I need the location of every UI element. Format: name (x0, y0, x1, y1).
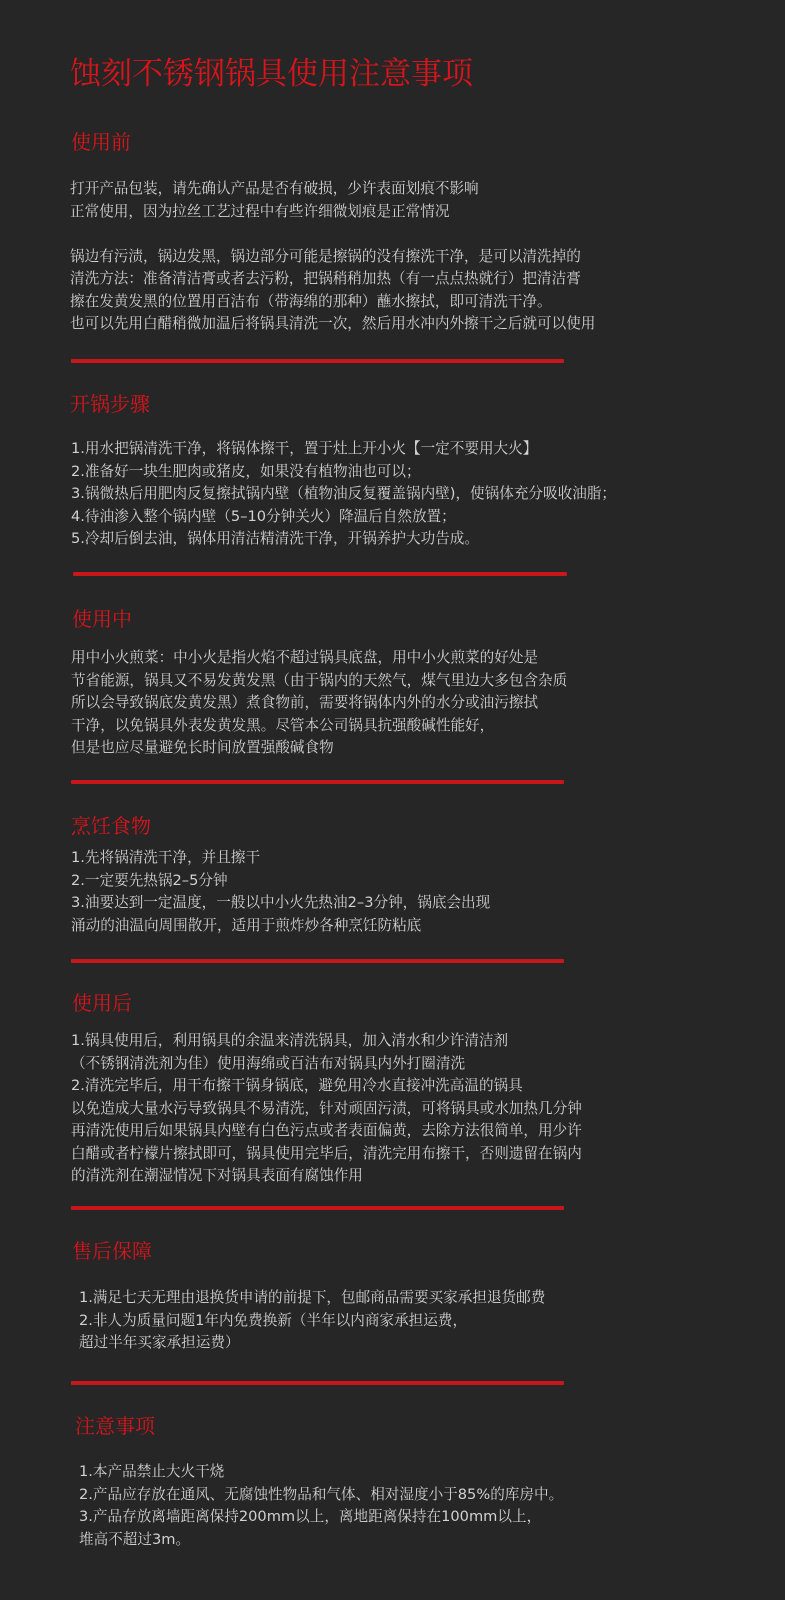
text-line: 1.满足七天无理由退换货申请的前提下，包邮商品需要买家承担退货邮费 (79, 1289, 546, 1306)
text-line: 打开产品包装，请先确认产品是否有破损，少许表面划痕不影响 (70, 180, 479, 197)
text-line: （不锈钢清洗剂为佳）使用海绵或百洁布对锅具内外打圈清洗 (71, 1054, 466, 1072)
section-divider (71, 1381, 564, 1385)
text-line: 的清洗剂在潮湿情况下对锅具表面有腐蚀作用 (71, 1167, 363, 1184)
section-title-seasoning-steps: 开锅步骤 (70, 392, 150, 416)
section-title-precautions: 注意事项 (75, 1414, 155, 1438)
text-line: 超过半年买家承担运费） (79, 1334, 240, 1351)
text-line: 堆高不超过3m。 (79, 1530, 191, 1548)
section-divider (71, 780, 564, 784)
text-line: 1.锅具使用后，利用锅具的余温来清洗锅具，加入清水和少许清洁剂 (71, 1032, 509, 1049)
section-body-seasoning-steps (71, 438, 616, 551)
text-line: 5.冷却后倒去油，锅体用清洁精清洗干净，开锅养护大功告成。 (71, 530, 479, 547)
text-line: 但是也应尽量避免长时间放置强酸碱食物 (71, 739, 334, 756)
text-line: 干净，以免锅具外表发黄发黑。尽管本公司锅具抗强酸碱性能好， (71, 716, 495, 734)
section-body-during-use (71, 647, 567, 760)
text-line: 白醋或者柠檬片擦拭即可，锅具使用完毕后，清洗完用布擦干，否则遗留在锅内 (71, 1144, 582, 1162)
section-title-before-use: 使用前 (71, 130, 131, 154)
text-line: 擦在发黄发黑的位置用百洁布（带海绵的那种）蘸水擦拭，即可清洗干净。 (70, 292, 552, 310)
text-line: 节省能源，锅具又不易发黄发黑（由于锅内的天然气，煤气里边大多包含杂质 (71, 671, 568, 689)
text-line: 也可以先用白醋稍微加温后将锅具清洗一次，然后用水冲内外擦干之后就可以使用 (70, 315, 596, 332)
section-title-cooking-food: 烹饪食物 (71, 814, 151, 838)
text-line: 锅边有污渍，锅边发黑，锅边部分可能是擦锅的没有擦洗干净，是可以清洗掉的 (70, 247, 581, 265)
text-line: 3.锅微热后用肥肉反复擦拭锅内壁（植物油反复覆盖锅内壁)，使锅体充分吸收油脂； (71, 485, 616, 502)
section-body-after-sales (79, 1287, 545, 1355)
section-body-cooking-food (71, 847, 490, 937)
section-divider (71, 359, 564, 363)
section-divider (73, 572, 567, 576)
section-body-after-use (71, 1030, 582, 1188)
text-line: 3.油要达到一定温度，一般以中小火先热油2–3分钟，锅底会出现 (71, 894, 491, 911)
text-line: 1.先将锅清洗干净，并且擦干 (71, 849, 261, 866)
text-line: 正常使用，因为拉丝工艺过程中有些许细微划痕是正常情况 (70, 202, 450, 220)
text-line: 所以会导致锅底发黄发黑）煮食物前，需要将锅体内外的水分或油污擦拭 (71, 694, 539, 711)
section-divider (71, 959, 564, 963)
text-line: 1.用水把锅清洗干净，将锅体擦干，置于灶上开小火【一定不要用大火】 (71, 440, 538, 457)
section-title-during-use: 使用中 (72, 607, 132, 631)
section-title-after-sales: 售后保障 (72, 1239, 152, 1263)
section-title-after-use: 使用后 (72, 991, 132, 1015)
text-line: 用中小火煎菜：中小火是指火焰不超过锅具底盘，用中小火煎菜的好处是 (71, 649, 539, 666)
text-line: 4.待油渗入整个锅内壁（5–10分钟关火）降温后自然放置； (71, 507, 456, 525)
section-divider (71, 1206, 564, 1210)
text-line: 再清洗使用后如果锅具内壁有白色污点或者表面偏黄，去除方法很简单，用少许 (71, 1122, 582, 1139)
text-line: 2.准备好一块生肥肉或猪皮，如果没有植物油也可以； (71, 462, 421, 480)
text-line: 涌动的油温向周围散开，适用于煎炸炒各种烹饪防粘底 (71, 916, 422, 934)
text-line: 2.一定要先热锅2–5分钟 (71, 871, 228, 889)
page-title: 蚀刻不锈钢锅具使用注意事项 (70, 56, 473, 92)
text-line: 2.产品应存放在通风、无腐蚀性物品和气体、相对湿度小于85%的库房中。 (79, 1485, 564, 1503)
text-line: 以免造成大量水污导致锅具不易清洗，针对顽固污渍，可将锅具或水加热几分钟 (71, 1099, 582, 1117)
section-body-precautions (79, 1461, 563, 1551)
text-line: 1.本产品禁止大火干烧 (79, 1463, 225, 1480)
text-line: 2.非人为质量问题1年内免费换新（半年以内商家承担运费， (79, 1311, 468, 1329)
text-line: 清洗方法：准备清洁膏或者去污粉，把锅稍稍加热（有一点点热就行）把清洁膏 (70, 270, 581, 287)
text-line: 2.清洗完毕后，用干布擦干锅身锅底，避免用冷水直接冲洗高温的锅具 (71, 1077, 523, 1094)
text-line: 3.产品存放离墙距离保持200mm以上，离地距离保持在100mm以上， (79, 1508, 542, 1525)
section-body-before-use (70, 178, 595, 336)
